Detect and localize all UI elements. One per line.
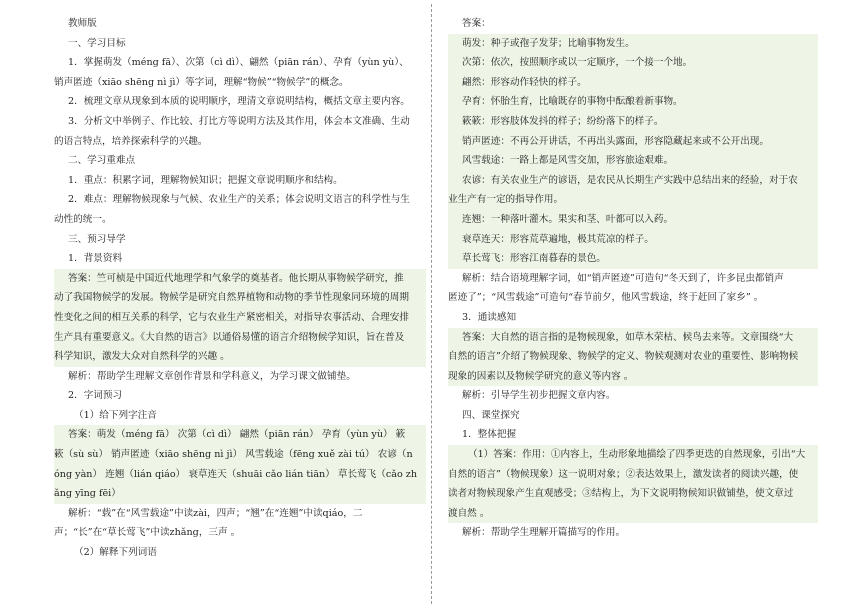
text-line: 孕育：怀胎生育，比喻既存的事物中酝酿着新事物。 xyxy=(448,92,818,112)
text-line: 匿迹了”；“风雪载途”可造句“春节前夕，他风雪载途，终于赶回了家乡” 。 xyxy=(448,292,764,304)
text-line: ǎng yīng fēi） xyxy=(54,484,426,504)
text-line: óng yàn） 连翘（lián qiáo） 衰草连天（shuāi cǎo lián tiān） 草长莺飞（cǎo zh xyxy=(54,465,426,485)
text-line: 1．重点：积累字词，理解物候知识；把握文章说明顺序和结构。 xyxy=(68,174,343,186)
text-line: 2．字词预习 xyxy=(68,390,123,402)
text-line: 解析：“载”在“风雪载途”中读zài，四声；“翘”在“连翘”中读qiáo，二 xyxy=(68,507,363,519)
text-line: 2．梳理文章从现象到本质的说明顺序，理清文章说明结构，概括文章主要内容。 xyxy=(68,96,410,108)
text-line: （1）答案：作用：①内容上，生动形象地描绘了四季更迭的自然现象，引出“大 xyxy=(448,445,818,465)
text-line: （1）给下列字注音 xyxy=(74,409,157,421)
text-line: 一、学习目标 xyxy=(68,37,126,49)
text-line: 二、学习重难点 xyxy=(68,155,136,167)
text-line: 生产具有重要意义。《大自然的语言》以通俗易懂的语言介绍物候学知识，旨在普及 xyxy=(54,328,426,348)
text-line: 答案： xyxy=(462,18,491,29)
text-line: 3．通读感知 xyxy=(462,311,517,323)
text-line: 3．分析文中举例子、作比较、打比方等说明方法及其作用，体会本文准确、生动 xyxy=(68,115,410,127)
text-line: 解析：帮助学生理解文章创作背景和学科意义，为学习课文做铺垫。 xyxy=(68,370,356,382)
text-line: 科学知识，激发大众对自然科学的兴趣 。 xyxy=(54,347,426,367)
text-line: 解析：结合语境理解字词，如“销声匿迹”可造句“冬天到了，许多昆虫都销声 xyxy=(462,272,784,284)
text-line: 业生产有一定的指导作用。 xyxy=(448,190,818,210)
text-line: 簌（sù sù） 销声匿迹（xiāo shēng nì jì） 风雪载途（fēng xuě zài tú） 农谚（n xyxy=(54,445,426,465)
text-line: 草长莺飞：形容江南暮春的景色。 xyxy=(448,249,818,269)
page-divider xyxy=(431,4,432,604)
text-line: 1．整体把握 xyxy=(462,429,517,441)
text-line: 答案：竺可桢是中国近代地理学和气象学的奠基者。他长期从事物候学研究，推 xyxy=(54,269,426,289)
text-line: 三、预习导学 xyxy=(68,233,126,245)
text-line: 销声匿迹（xiāo shēng nì jì）等字词，理解“物候”“物候学”的概念。 xyxy=(54,76,349,88)
text-line: 连翘：一种落叶灌木。果实和茎、叶都可以入药。 xyxy=(448,210,818,230)
text-line: 自然的语言”介绍了物候现象、物候学的定义、物候观测对农业的重要性、影响物候 xyxy=(448,347,818,367)
text-line: 簌簌：形容肢体发抖的样子；纷纷落下的样子。 xyxy=(448,112,818,132)
text-line: 1．掌握萌发（méng fā）、次第（cì dì）、翩然（piān rán）、孕育（yùn yù）、 xyxy=(68,57,409,69)
text-line: 解析：引导学生初步把握文章内容。 xyxy=(462,390,616,402)
text-line: 读者对物候现象产生直观感受；③结构上，为下文说明物候知识做铺垫，使文章过 xyxy=(448,484,818,504)
text-line: 动性的统一。 xyxy=(54,213,112,225)
left-column xyxy=(54,14,426,563)
text-line: 声；“长”在“草长莺飞”中读zhǎng，三声 。 xyxy=(54,527,241,539)
text-line: 现象的因素以及物候学研究的意义等内容 。 xyxy=(448,367,818,387)
text-line: 农谚：有关农业生产的谚语，是农民从长期生产实践中总结出来的经验，对于农 xyxy=(448,171,818,191)
text-line: 翩然：形容动作轻快的样子。 xyxy=(448,73,818,93)
text-line: 萌发：种子或孢子发芽；比喻事物发生。 xyxy=(448,34,818,54)
text-line: （2）解释下列词语 xyxy=(74,547,157,559)
text-line: 动了我国物候学的发展。物候学是研究自然界植物和动物的季节性现象同环境的周期 xyxy=(54,288,426,308)
text-line: 1．背景资料 xyxy=(68,253,123,265)
text-line: 风雪载途：一路上都是风雪交加，形容旅途艰难。 xyxy=(448,151,818,171)
text-line: 销声匿迹：不再公开讲话，不再出头露面，形容隐藏起来或不公开出现。 xyxy=(448,132,818,152)
text-line: 衰草连天：形容荒草遍地，极其荒凉的样子。 xyxy=(448,230,818,250)
text-line: 答案：大自然的语言指的是物候现象，如草木荣枯、候鸟去来等。文章围绕“大 xyxy=(448,328,818,348)
text-line: 解析：帮助学生理解开篇描写的作用。 xyxy=(462,527,626,539)
text-line: 的语言特点，培养探索科学的兴趣。 xyxy=(54,135,208,147)
text-line: 渡自然 。 xyxy=(448,504,818,524)
right-column xyxy=(448,14,818,543)
text-line: 次第：依次，按照顺序或以一定顺序，一个接一个地。 xyxy=(448,53,818,73)
text-line: 2．难点：理解物候现象与气候、农业生产的关系；体会说明文语言的科学性与生 xyxy=(68,194,410,206)
text-line: 四、课堂探究 xyxy=(462,409,520,421)
text-line: 自然的语言”（物候现象）这一说明对象；②表达效果上，激发读者的阅读兴趣，使 xyxy=(448,465,818,485)
text-line: 教师版 xyxy=(68,18,97,29)
text-line: 答案：萌发（méng fā） 次第（cì dì） 翩然（piān rán） 孕育（yùn yù） 簌 xyxy=(54,425,426,445)
text-line: 性变化之间的相互关系的科学，它与农业生产紧密相关，对指导农事活动、合理安排 xyxy=(54,308,426,328)
